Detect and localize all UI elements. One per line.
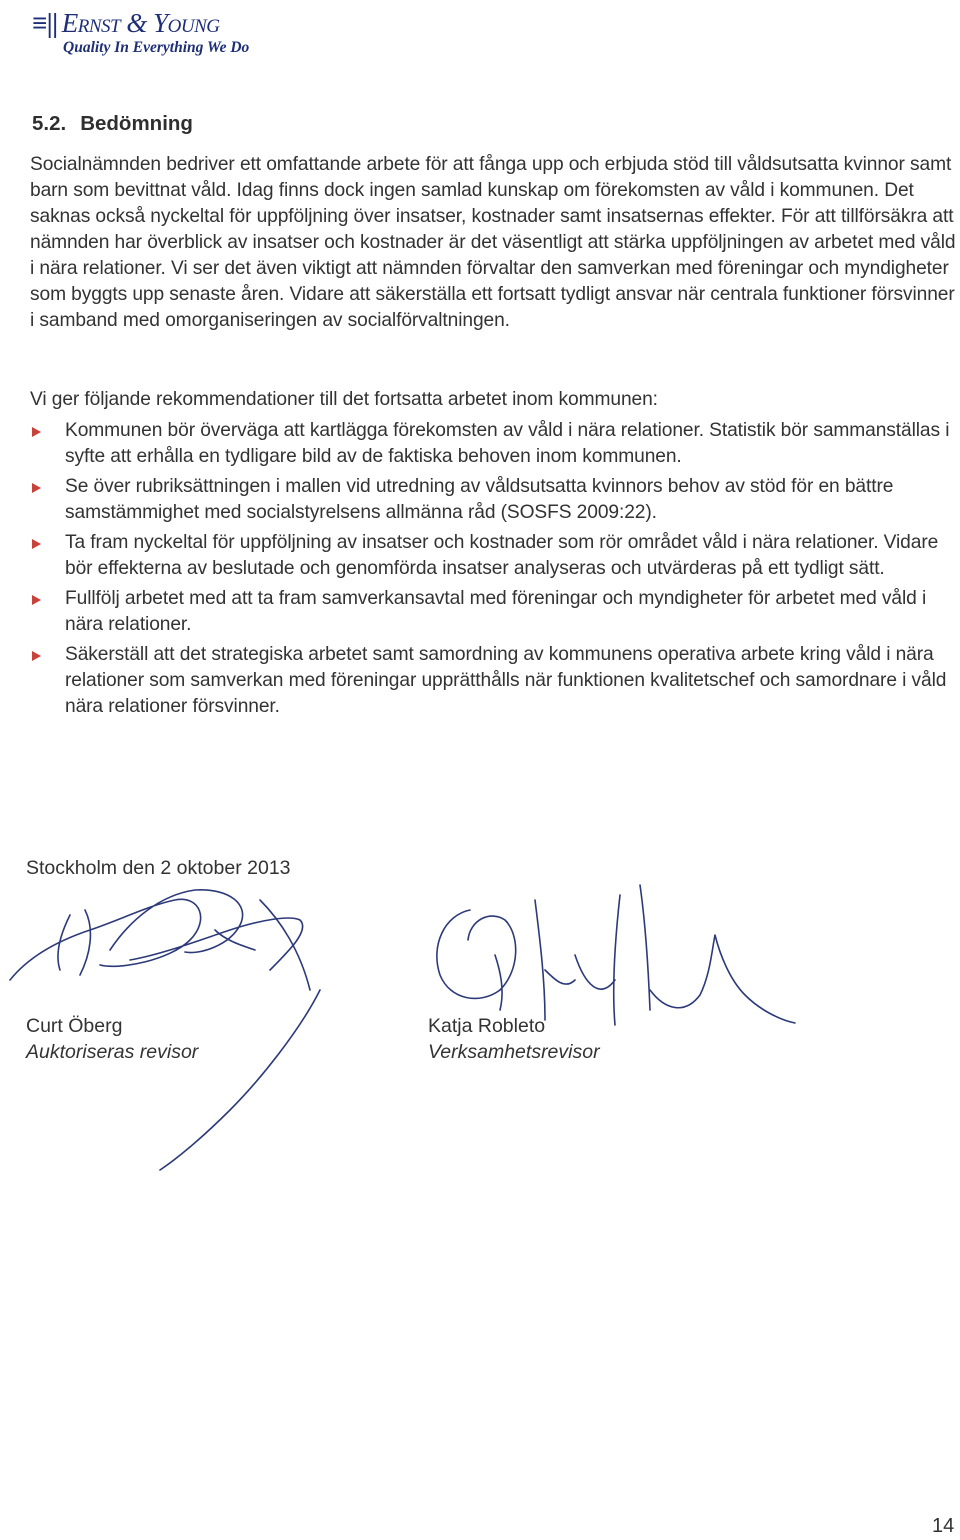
assessment-paragraph: Socialnämnden bedriver ett omfattande arbete för att fånga upp och erbjuda stöd till våldsutsatta kvinnor samt barn som bevittnat våld. Idag finns dock ingen samlad kunskap om förekomsten av våld i kommunen. Det saknas också nyckeltal för uppföljning över insatser, kostnader samt insatsernas effekter. För att tillförsäkra att nämnden har överblick av insatser och kostnader är det väsentligt att stärka uppföljningen av arbetet med våld i nära relationer. Vi ser det även viktigt att nämnden förvaltar den samverkan med föreningar och myndigheter som byggts upp senaste åren. Vidare att säkerställa ett fortsatt tydligt ansvar när centrala funktioner försvinner i samband med omorganiseringen av socialförvaltningen.	[30, 154, 956, 331]
section-title: Bedömning	[80, 112, 193, 135]
recommendation-text: Kommunen bör överväga att kartlägga förekomsten av våld i nära relationer. Statistik bör sammanställas i syfte att erhålla en tydligare bild av de faktiska behoven inom kommunen.	[65, 420, 950, 467]
signer-title: Auktoriseras revisor	[26, 1041, 199, 1063]
recommendation-item	[30, 418, 960, 470]
logo-name: Ernst & Young	[61, 8, 220, 38]
signer-name: Curt Öberg	[26, 1015, 123, 1037]
signature-katja-robleto	[437, 885, 795, 1025]
recommendation-item	[30, 642, 960, 720]
recommendation-text: Säkerställ att det strategiska arbetet samt samordning av kommunens operativa arbete kring våld i nära relationer som samverkan med föreningar upprätthålls när funktionen kvalitetschef och samordnare i våld nära relationer försvinner.	[65, 644, 947, 717]
recommendation-item	[30, 474, 960, 526]
company-logo	[32, 8, 249, 58]
logo-mark-icon: ≡||	[32, 8, 58, 38]
bullet-triangle-icon	[32, 595, 41, 605]
bullet-triangle-icon	[32, 651, 41, 661]
recommendation-text: Fullfölj arbetet med att ta fram samverkansavtal med föreningar och myndigheter för arbetet med våld i nära relationer.	[65, 588, 927, 635]
logo-tagline: Quality In Everything We Do	[63, 39, 250, 56]
signer-katja-robleto	[428, 1013, 600, 1065]
section-heading	[32, 112, 193, 136]
signer-title: Verksamhetsrevisor	[428, 1041, 600, 1063]
recommendations-list	[30, 418, 960, 720]
bullet-triangle-icon	[32, 427, 41, 437]
page-number: 14	[932, 1515, 955, 1537]
recommendation-text: Ta fram nyckeltal för uppföljning av insatser och kostnader som rör området våld i nära relationer. Vidare bör effekterna av beslutade och genomförda insatser analyseras och utvärderas på ett tydligt sätt.	[65, 532, 939, 579]
recommendation-item	[30, 586, 960, 638]
place-and-date: Stockholm den 2 oktober 2013	[26, 857, 291, 879]
section-number: 5.2.	[32, 112, 67, 135]
recommendation-item	[30, 530, 960, 582]
bullet-triangle-icon	[32, 483, 41, 493]
recommendations-intro: Vi ger följande rekommendationer till det fortsatta arbetet inom kommunen:	[30, 389, 658, 410]
logo-wordmark	[32, 8, 249, 38]
signer-name: Katja Robleto	[428, 1015, 546, 1037]
recommendation-text: Se över rubriksättningen i mallen vid utredning av våldsutsatta kvinnors behov av stöd för en bättre samstämmighet med socialstyrelsens allmänna råd (SOSFS 2009:22).	[65, 476, 894, 523]
bullet-triangle-icon	[32, 539, 41, 549]
signer-curt-oberg	[26, 1013, 198, 1065]
